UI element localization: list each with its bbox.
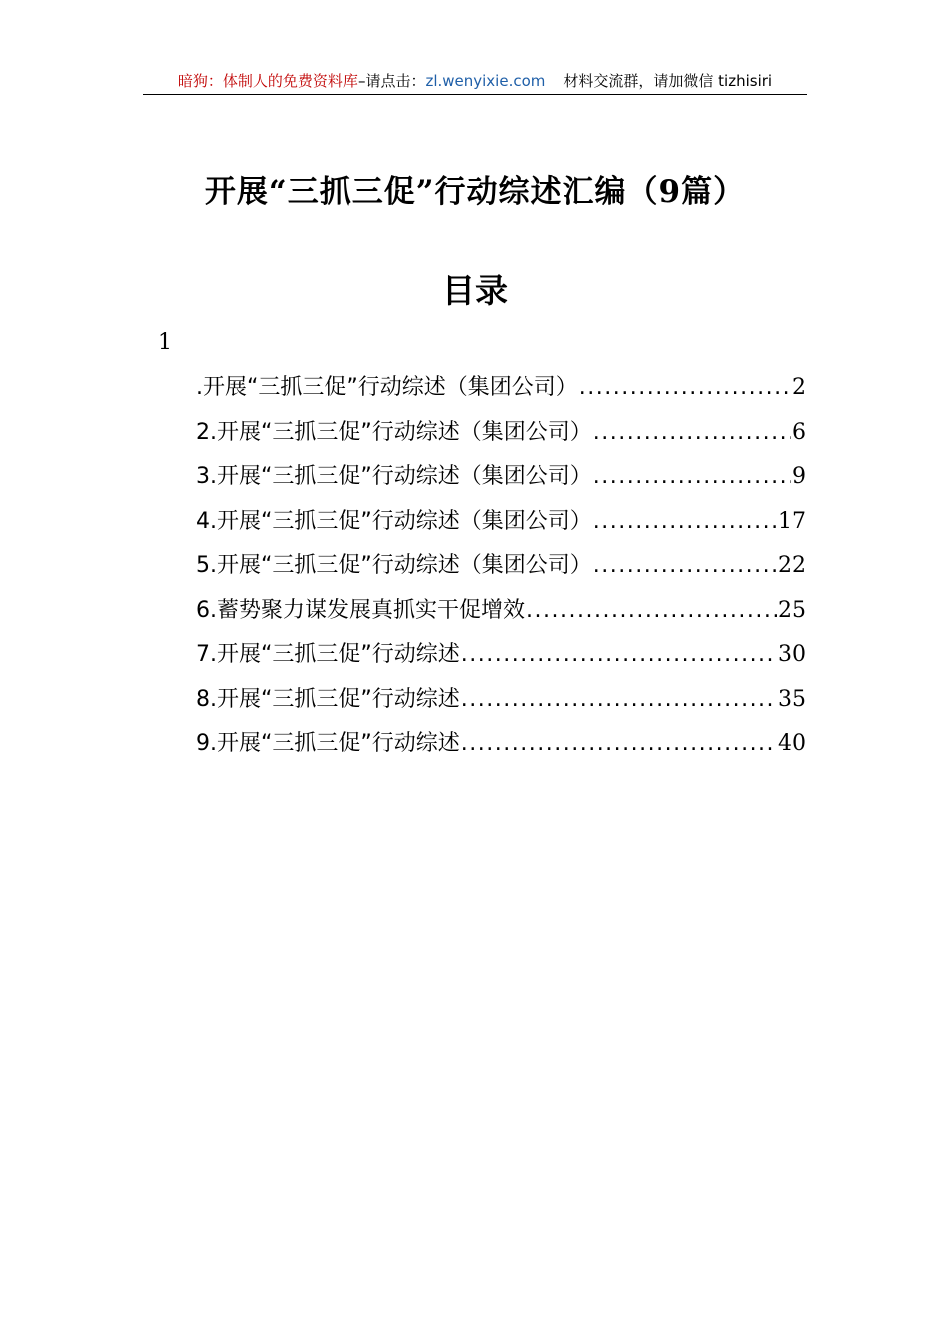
toc-entry[interactable] (196, 589, 806, 634)
toc-entry[interactable] (196, 500, 806, 545)
toc-entry-page: 9 (792, 464, 806, 489)
header-wechat-note: 材料交流群，请加微信 tizhisiri (563, 72, 773, 90)
toc-dot-leader (461, 633, 777, 678)
toc-dot-leader (461, 722, 777, 767)
toc-dot-leader (593, 500, 777, 545)
toc-dot-leader (461, 678, 777, 723)
toc-entry-page: 30 (778, 642, 806, 667)
toc-entry-number: 2. (196, 419, 217, 445)
toc-heading: 目录 (442, 271, 508, 310)
toc-entry[interactable] (196, 455, 806, 500)
header-url-link[interactable]: zl.wenyixie.com (425, 72, 546, 90)
toc-entry[interactable] (196, 678, 806, 723)
toc-entry-title: .开展“三抓三促”行动综述（集团公司） (196, 375, 578, 400)
toc-entry[interactable] (196, 633, 806, 678)
toc-entry-title: 开展“三抓三促”行动综述 (217, 642, 460, 667)
toc-entry-title: 开展“三抓三促”行动综述（集团公司） (217, 464, 592, 489)
toc-entry-page: 6 (792, 419, 806, 445)
toc-entry-number: 6. (196, 597, 217, 623)
toc-dot-leader (593, 411, 791, 456)
toc-entry[interactable] (196, 544, 806, 589)
table-of-contents (196, 366, 806, 767)
stray-number: 1 (158, 330, 172, 355)
toc-entry-title: 开展“三抓三促”行动综述 (217, 731, 460, 756)
toc-dot-leader (579, 366, 791, 411)
toc-entry-title: 开展“三抓三促”行动综述 (217, 686, 460, 712)
toc-entry[interactable] (196, 722, 806, 767)
toc-entry-number: 7. (196, 642, 217, 667)
toc-entry-page: 17 (778, 508, 806, 534)
toc-entry-number: 5. (196, 553, 217, 578)
toc-entry-title: 开展“三抓三促”行动综述（集团公司） (217, 419, 592, 445)
toc-entry-page: 25 (778, 597, 806, 623)
toc-entry[interactable] (196, 366, 806, 411)
header-site-name: 暗狗：体制人的免费资料库 (177, 72, 358, 90)
header-click-prompt: –请点击： (357, 72, 426, 90)
toc-entry-page: 22 (778, 553, 806, 578)
document-title: 开展“三抓三促”行动综述汇编（9篇） (204, 174, 746, 210)
toc-entry-title: 蓄势聚力谋发展真抓实干促增效 (217, 597, 526, 623)
toc-dot-leader (593, 544, 777, 589)
page-header (143, 68, 807, 95)
toc-entry-number: 4. (196, 508, 217, 534)
toc-entry-page: 35 (778, 686, 806, 712)
toc-entry-title: 开展“三抓三促”行动综述（集团公司） (217, 508, 592, 534)
toc-entry-page: 40 (778, 731, 806, 756)
toc-dot-leader (526, 589, 777, 634)
toc-entry-number: 3. (196, 464, 217, 489)
toc-entry[interactable] (196, 411, 806, 456)
toc-entry-title: 开展“三抓三促”行动综述（集团公司） (217, 553, 592, 578)
toc-entry-number: 8. (196, 686, 217, 712)
toc-entry-number: 9. (196, 731, 217, 756)
toc-dot-leader (593, 455, 791, 500)
toc-entry-page: 2 (792, 375, 806, 400)
